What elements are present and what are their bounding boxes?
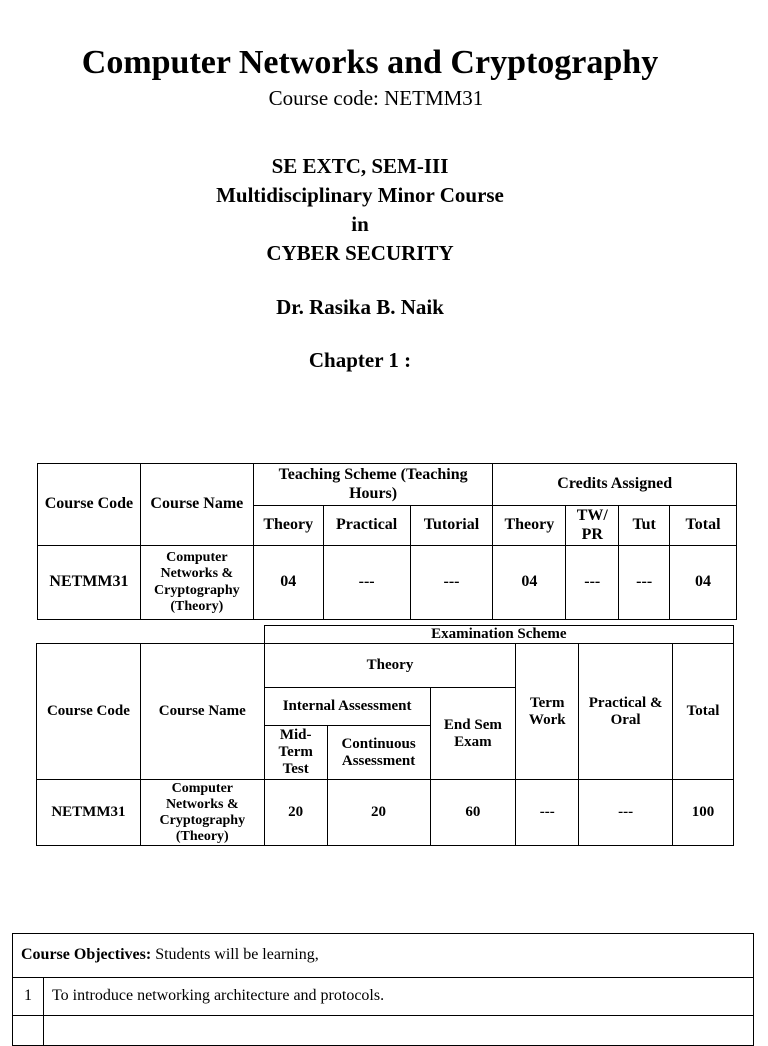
semester-line: SE EXTC, SEM-III (271, 154, 449, 178)
row-practical-hours: --- (323, 546, 410, 620)
theory-header: Theory (264, 644, 516, 688)
col-total-credits: Total (670, 506, 737, 546)
exam-row-course-code: NETMM31 (37, 780, 141, 846)
row-theory-hours: 04 (253, 546, 323, 620)
exam-row-continuous: 20 (327, 780, 430, 846)
row-tut-credits: --- (619, 546, 670, 620)
col-practical-hours: Practical (323, 506, 410, 546)
objective-text-next (44, 1016, 754, 1046)
exam-row-term-work: --- (516, 780, 579, 846)
author-line: Dr. Rasika B. Naik (276, 295, 444, 319)
row-total-credits: 04 (670, 546, 737, 620)
col-tw-pr-credits: TW/ PR (566, 506, 619, 546)
end-sem-exam-header: End Sem Exam (430, 688, 516, 780)
row-tutorial-hours: --- (410, 546, 493, 620)
exam-course-code-header: Course Code (37, 644, 141, 780)
course-type-line: Multidisciplinary Minor Course (216, 183, 504, 207)
course-objectives-table (12, 933, 754, 1046)
course-name-header: Course Name (140, 464, 253, 546)
course-code-header: Course Code (38, 464, 141, 546)
chapter-heading: Chapter 1 : (308, 348, 412, 372)
row-tw-pr-credits: --- (566, 546, 619, 620)
row-course-name: Computer Networks & Cryptography (Theory) (140, 546, 253, 620)
col-tut-credits: Tut (619, 506, 670, 546)
internal-assessment-header: Internal Assessment (264, 688, 430, 726)
exam-row-course-name: Computer Networks & Cryptography (Theory) (140, 780, 264, 846)
row-theory-credits: 04 (493, 546, 566, 620)
credits-assigned-header: Credits Assigned (493, 464, 737, 506)
term-work-header: Term Work (516, 644, 579, 780)
objectives-heading-text: Students will be learning, (151, 946, 319, 964)
col-theory-hours: Theory (253, 506, 323, 546)
practical-oral-header: Practical & Oral (579, 644, 673, 780)
continuous-assessment-header: Continuous Assessment (327, 726, 430, 780)
teaching-scheme-header: Teaching Scheme (Teaching Hours) (253, 464, 493, 506)
objective-text: To introduce networking architecture and protocols. (44, 978, 754, 1016)
exam-row-end-sem: 60 (430, 780, 516, 846)
objectives-heading (13, 934, 754, 978)
objectives-heading-label: Course Objectives: (21, 946, 152, 964)
document-title: Computer Networks and Cryptography (81, 44, 659, 81)
exam-row-practical-oral: --- (579, 780, 673, 846)
course-code-line: Course code: NETMM31 (268, 86, 484, 110)
mid-term-test-header: Mid-Term Test (264, 726, 327, 780)
exam-course-name-header: Course Name (140, 644, 264, 780)
col-theory-credits: Theory (493, 506, 566, 546)
exam-row-mid-term: 20 (264, 780, 327, 846)
examination-scheme-table (36, 625, 734, 846)
objective-number: 1 (13, 978, 44, 1016)
subject-line: CYBER SECURITY (266, 241, 454, 265)
teaching-scheme-table (37, 463, 737, 620)
exam-total-header: Total (673, 644, 734, 780)
objective-number-next (13, 1016, 44, 1046)
col-tutorial-hours: Tutorial (410, 506, 493, 546)
exam-scheme-header: Examination Scheme (264, 626, 733, 644)
connector-line: in (351, 212, 369, 236)
row-course-code: NETMM31 (38, 546, 141, 620)
exam-row-total: 100 (673, 780, 734, 846)
